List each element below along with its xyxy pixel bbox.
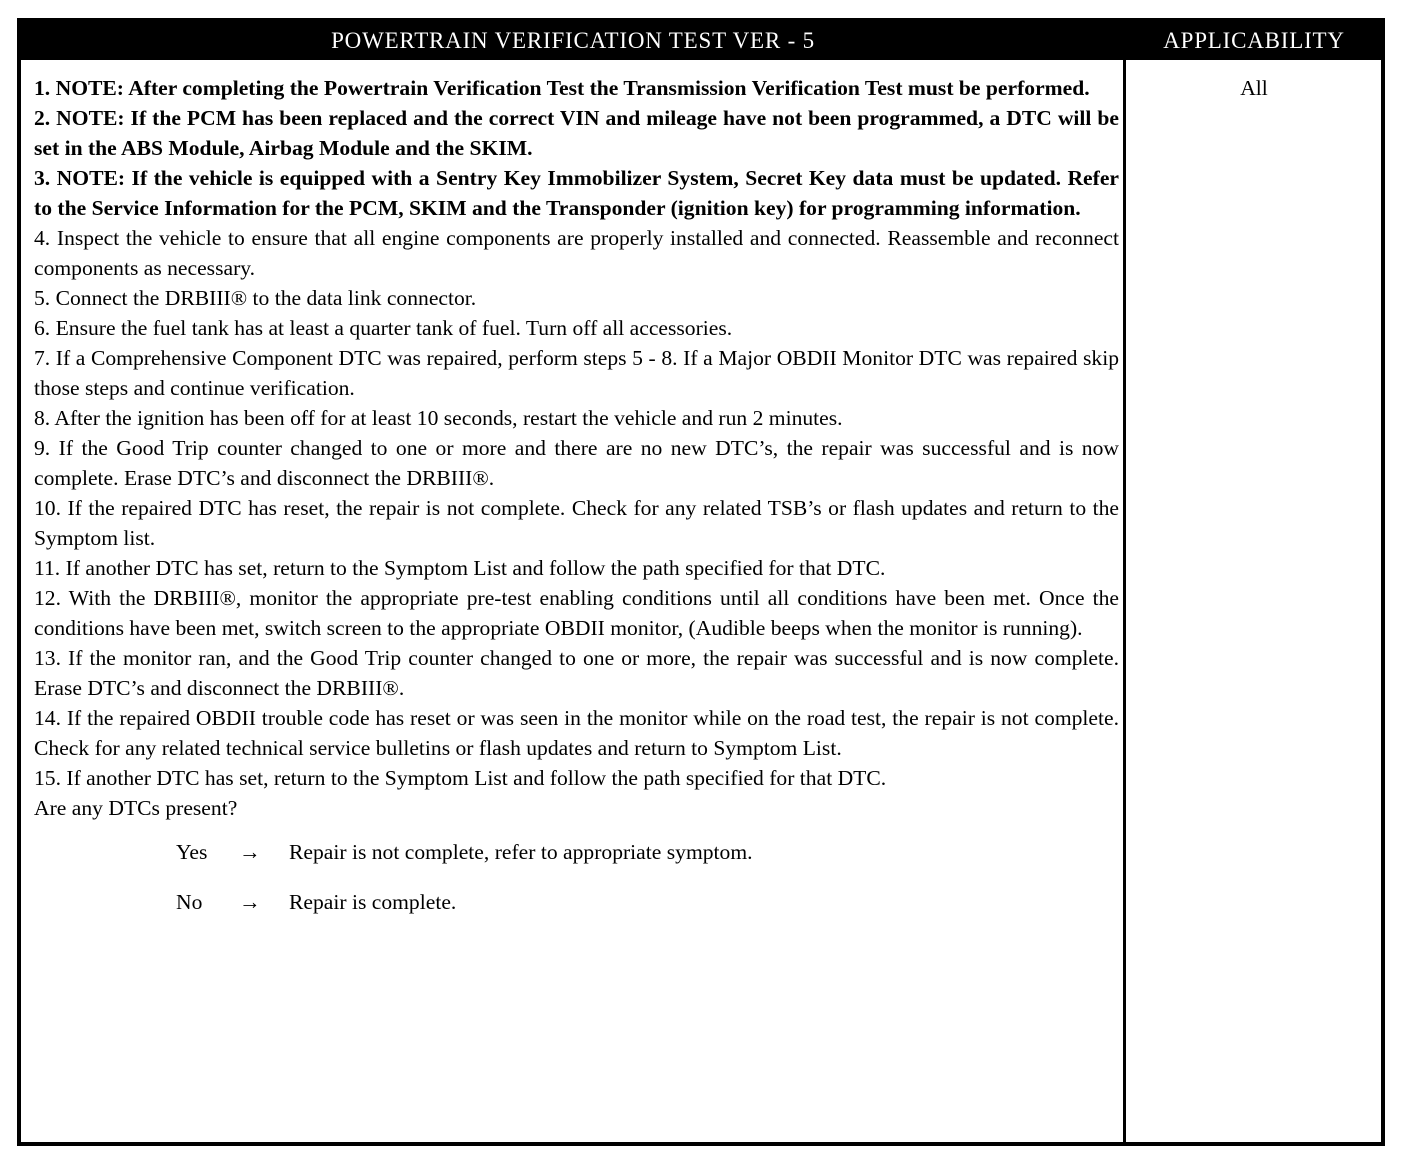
answer-result: Repair is not complete, refer to appropriate symptom. [289, 840, 753, 864]
answer-yes [34, 823, 1119, 873]
step-15: 15. If another DTC has set, return to the Symptom List and follow the path specified for that DTC. [34, 766, 887, 790]
answer-key: No [176, 890, 203, 914]
procedure-body [34, 73, 1119, 923]
verification-table [17, 18, 1385, 1146]
step-13: 13. If the monitor ran, and the Good Trip counter changed to one or more, the repair was successful and is now complete. Erase DTC’s and disconnect the DRBIII®. [34, 646, 1119, 700]
answer-result: Repair is complete. [289, 890, 457, 914]
question: Are any DTCs present? [34, 796, 238, 820]
applicability-value: All [1240, 76, 1268, 100]
step-2: 2. NOTE: If the PCM has been replaced and the correct VIN and mileage have not been programmed, a DTC will be set in the ABS Module, Airbag Module and the SKIM. [34, 106, 1119, 160]
step-10: 10. If the repaired DTC has reset, the repair is not complete. Check for any related TSB’s or flash updates and return to the Symptom list. [34, 496, 1119, 550]
step-12: 12. With the DRBIII®, monitor the appropriate pre-test enabling conditions until all conditions have been met. Once the conditions have been met, switch screen to the appropriate OBDII monitor, (Audible beeps when the monitor is running). [34, 586, 1119, 640]
answer-no [34, 873, 1119, 923]
answer-key: Yes [176, 840, 208, 864]
step-1: 1. NOTE: After completing the Powertrain Verification Test the Transmission Verification Test must be performed. [34, 76, 1090, 100]
step-4: 4. Inspect the vehicle to ensure that all engine components are properly installed and connected. Reassemble and reconnect components as necessary. [34, 226, 1119, 280]
step-5: 5. Connect the DRBIII® to the data link connector. [34, 286, 477, 310]
table-title: POWERTRAIN VERIFICATION TEST VER - 5 [331, 28, 815, 53]
step-8: 8. After the ignition has been off for at least 10 seconds, restart the vehicle and run 2 minutes. [34, 406, 843, 430]
step-7: 7. If a Comprehensive Component DTC was repaired, perform steps 5 - 8. If a Major OBDII Monitor DTC was repaired skip those steps and continue verification. [34, 346, 1119, 400]
step-11: 11. If another DTC has set, return to the Symptom List and follow the path specified for that DTC. [34, 556, 886, 580]
column-divider [1123, 60, 1126, 1142]
step-9: 9. If the Good Trip counter changed to one or more and there are no new DTC’s, the repair was successful and is now complete. Erase DTC’s and disconnect the DRBIII®. [34, 436, 1119, 490]
table-header [21, 22, 1381, 60]
step-6: 6. Ensure the fuel tank has at least a quarter tank of fuel. Turn off all accessories. [34, 316, 733, 340]
applicability-heading: APPLICABILITY [1163, 28, 1345, 53]
right-arrow-icon: → [239, 890, 261, 914]
step-14: 14. If the repaired OBDII trouble code has reset or was seen in the monitor while on the road test, the repair is not complete. Check for any related technical service bulletins or flash updates and return to Symptom List. [34, 706, 1119, 760]
right-arrow-icon: → [239, 840, 261, 864]
step-3: 3. NOTE: If the vehicle is equipped with a Sentry Key Immobilizer System, Secret Key data must be updated. Refer to the Service Information for the PCM, SKIM and the Transponder (ignition key) for programming information. [34, 166, 1119, 220]
